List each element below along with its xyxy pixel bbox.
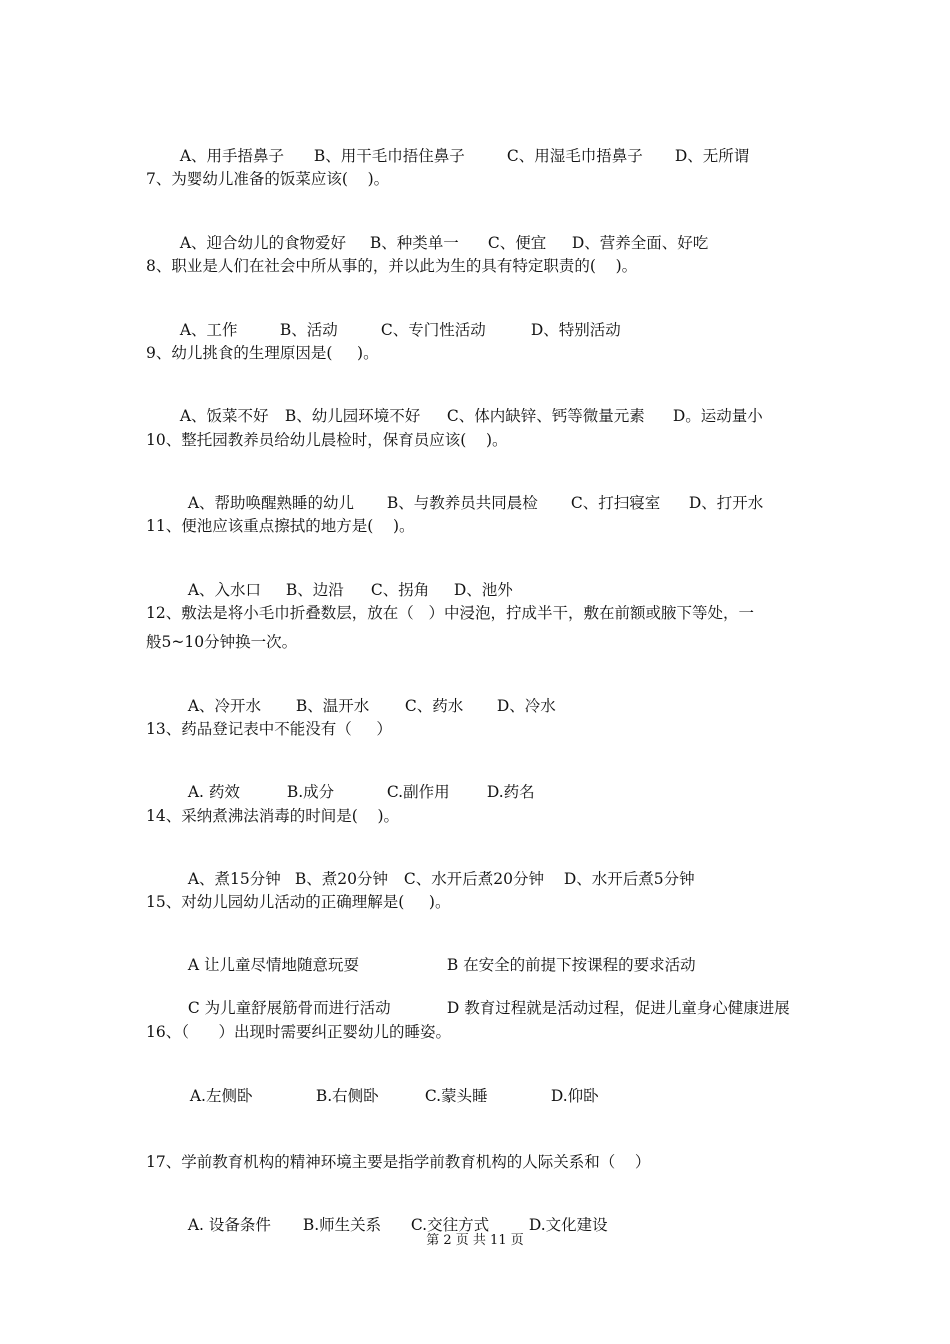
q8-question: 8、职业是人们在社会中所从事的，并以此为生的具有特定职责的( )。: [146, 257, 638, 275]
q9-option-a: A、饭菜不好: [179, 407, 269, 425]
q10-option-a: A、帮助唤醒熟睡的幼儿: [187, 494, 355, 512]
q6-options: [170, 126, 749, 166]
q6-option-a: A、用手捂鼻子: [179, 147, 285, 165]
q16-option-a: A.左侧卧: [189, 1087, 253, 1105]
q12-options: [178, 676, 556, 716]
q11-option-d: D、池外: [453, 581, 513, 599]
q13-question: 13、药品登记表中不能没有（ ）: [146, 720, 392, 738]
q11-option-b: B、边沿: [285, 581, 344, 599]
q15-option-b: B 在安全的前提下按课程的要求活动: [446, 956, 696, 974]
q16-option-d: D.仰卧: [550, 1087, 599, 1105]
q7-option-b: B、种类单一: [369, 234, 459, 252]
q10-question: 10、整托园教养员给幼儿晨检时，保育员应该( )。: [146, 431, 508, 449]
q13-options: [178, 762, 535, 802]
q10-options: [178, 473, 763, 513]
q7-option-c: C、便宜: [487, 234, 547, 252]
q12-question-line1: 12、敷法是将小毛巾折叠数层，放在（ ）中浸泡，拧成半干，敷在前额或腋下等处，一: [146, 604, 755, 622]
q12-option-d: D、冷水: [496, 697, 556, 715]
q13-option-c: C.副作用: [386, 783, 450, 801]
q14-option-b: B、煮20分钟: [294, 870, 388, 888]
q9-question: 9、幼儿挑食的生理原因是( )。: [146, 344, 379, 362]
q11-option-a: A、入水口: [187, 581, 262, 599]
q11-options: [178, 560, 513, 600]
q6-option-d: D、无所谓: [674, 147, 750, 165]
q7-question: 7、为婴幼儿准备的饭菜应该( )。: [146, 170, 390, 188]
q15-option-d: D 教育过程就是活动过程，促进儿童身心健康进展: [446, 999, 790, 1017]
q10-option-c: C、打扫寝室: [570, 494, 661, 512]
q8-option-a: A、工作: [179, 321, 238, 339]
q9-option-c: C、体内缺锌、钙等微量元素: [446, 407, 645, 425]
q15-option-a: A 让儿童尽情地随意玩耍: [187, 956, 359, 974]
q13-option-a: A. 药效: [187, 783, 240, 801]
q10-option-d: D、打开水: [688, 494, 764, 512]
q12-option-c: C、药水: [404, 697, 464, 715]
q12-question-line2: 般5~10分钟换一次。: [146, 633, 298, 651]
q17-option-b: B.师生关系: [302, 1216, 382, 1234]
q9-option-d: D。运动量小: [672, 407, 763, 425]
q14-option-c: C、水开后煮20分钟: [403, 870, 544, 888]
q9-options: [170, 386, 763, 426]
q15-question: 15、对幼儿园幼儿活动的正确理解是( )。: [146, 893, 451, 911]
q12-option-b: B、温开水: [295, 697, 370, 715]
q8-options: [170, 300, 621, 340]
q13-option-b: B.成分: [286, 783, 335, 801]
q16-option-b: B.右侧卧: [315, 1087, 379, 1105]
q17-option-d: D.文化建设: [528, 1216, 608, 1234]
q11-option-c: C、拐角: [370, 581, 430, 599]
q17-question: 17、学前教育机构的精神环境主要是指学前教育机构的人际关系和（ ）: [146, 1153, 651, 1171]
q14-options: [178, 849, 695, 889]
q9-option-b: B、幼儿园环境不好: [284, 407, 421, 425]
q8-option-b: B、活动: [279, 321, 338, 339]
q8-option-d: D、特别活动: [530, 321, 621, 339]
q16-question: 16、（ ）出现时需要纠正婴幼儿的睡姿。: [146, 1023, 452, 1041]
q17-option-c: C.交往方式: [410, 1216, 490, 1234]
page-footer: 第 2 页 共 11 页: [426, 1233, 524, 1248]
q16-option-c: C.蒙头睡: [424, 1087, 488, 1105]
q10-option-b: B、与教养员共同晨检: [386, 494, 538, 512]
q6-option-b: B、用干毛巾捂住鼻子: [313, 147, 465, 165]
q17-option-a: A. 设备条件: [187, 1216, 271, 1234]
q7-options: [170, 213, 708, 253]
q16-options: [180, 1066, 599, 1106]
q11-question: 11、便池应该重点擦拭的地方是( )。: [146, 517, 415, 535]
q14-option-a: A、煮15分钟: [187, 870, 281, 888]
q12-option-a: A、冷开水: [187, 697, 262, 715]
q15-options-row2: [178, 978, 790, 1018]
q14-question: 14、采纳煮沸法消毒的时间是( )。: [146, 807, 400, 825]
q6-option-c: C、用湿毛巾捂鼻子: [506, 147, 643, 165]
q15-option-c: C 为儿童舒展筋骨而进行活动: [187, 999, 391, 1017]
q7-option-a: A、迎合幼儿的食物爱好: [179, 234, 347, 252]
q15-options-row1: [178, 935, 696, 975]
q7-option-d: D、营养全面、好吃: [571, 234, 709, 252]
q14-option-d: D、水开后煮5分钟: [563, 870, 695, 888]
q8-option-c: C、专门性活动: [380, 321, 486, 339]
q13-option-d: D.药名: [486, 783, 535, 801]
